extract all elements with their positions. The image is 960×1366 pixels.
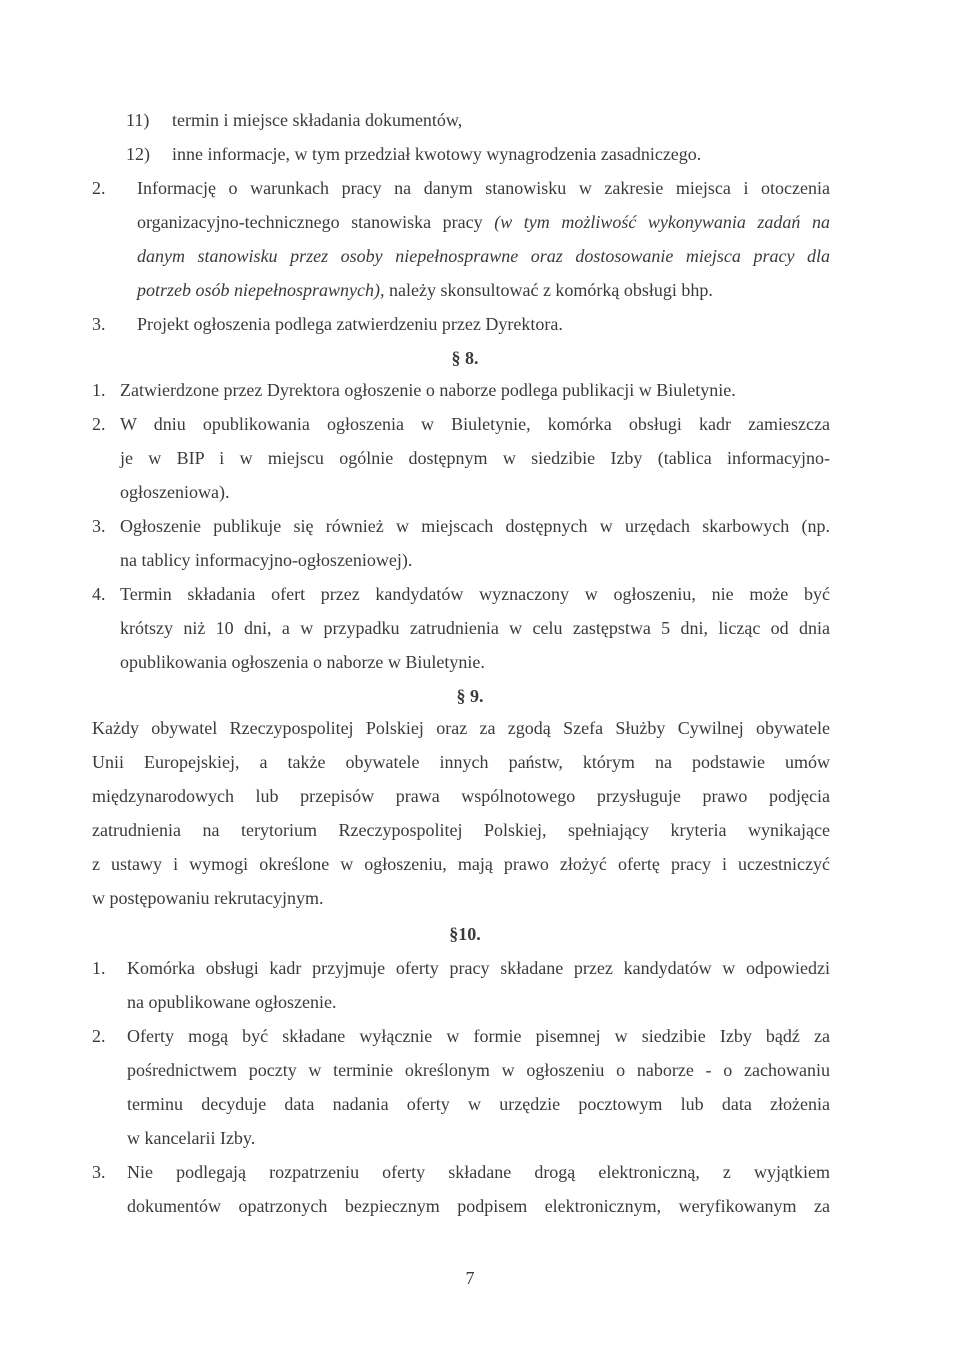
paragraph-line: zatrudnienia na terytorium Rzeczypospolitej Polskiej, spełniający kryteria wynikające <box>92 820 830 840</box>
paragraph-line <box>137 278 713 302</box>
paragraph-line: ogłoszeniowa). <box>120 482 230 502</box>
section-heading: § 9. <box>456 686 484 706</box>
paragraph-line: opublikowania ogłoszenia o naborze w Biuletynie. <box>120 652 485 672</box>
section-heading: § 8. <box>451 348 479 368</box>
paragraph-line: Nie podlegają rozpatrzeniu oferty składane drogą elektroniczną, z wyjątkiem <box>127 1162 830 1182</box>
paragraph-line: terminu decyduje data nadania oferty w urzędzie pocztowym lub data złożenia <box>127 1094 830 1114</box>
list-item-text: inne informacje, w tym przedział kwotowy wynagrodzenia zasadniczego. <box>172 144 702 164</box>
paragraph-line: Ogłoszenie publikuje się również w miejscach dostępnych w urzędach skarbowych (np. <box>120 516 830 536</box>
paragraph-number: 2. <box>92 1026 106 1046</box>
paragraph-number: 3. <box>92 516 106 536</box>
paragraph-line: pośrednictwem poczty w terminie określonym w ogłoszeniu o naborze - o zachowaniu <box>127 1060 830 1080</box>
paragraph-number: 1. <box>92 958 106 978</box>
paragraph-line <box>137 210 830 234</box>
paragraph-line: Każdy obywatel Rzeczypospolitej Polskiej oraz za zgodą Szefa Służby Cywilnej obywatele <box>92 718 830 738</box>
paragraph-line: w postępowaniu rekrutacyjnym. <box>92 888 324 908</box>
paragraph-italic-text: (w tym możliwość wykonywania zadań na <box>494 212 830 232</box>
paragraph-italic-text: potrzeb osób niepełnosprawnych), <box>137 280 385 300</box>
paragraph-line: międzynarodowych lub przepisów prawa wspólnotowego przysługuje prawo podjęcia <box>92 786 830 806</box>
paragraph-line: na opublikowane ogłoszenie. <box>127 992 337 1012</box>
paragraph-line: z ustawy i wymogi określone w ogłoszeniu, mają prawo złożyć ofertę pracy i uczestniczyć <box>92 854 830 874</box>
section-heading: §10. <box>449 924 481 944</box>
paragraph-line: dokumentów opatrzonych bezpiecznym podpisem elektronicznym, weryfikowanym za <box>127 1196 830 1216</box>
list-item-text: termin i miejsce składania dokumentów, <box>172 110 463 130</box>
paragraph-number: 1. <box>92 380 106 400</box>
paragraph-line: krótszy niż 10 dni, a w przypadku zatrudnienia w celu zastępstwa 5 dni, licząc od dnia <box>120 618 830 638</box>
paragraph-italic-text: danym stanowisku przez osoby niepełnosprawne oraz dostosowanie miejsca pracy dla <box>137 246 830 266</box>
paragraph-line: w kancelarii Izby. <box>127 1128 256 1148</box>
page-number: 7 <box>465 1268 475 1288</box>
paragraph-number: 2. <box>92 414 106 434</box>
paragraph-line: Projekt ogłoszenia podlega zatwierdzeniu przez Dyrektora. <box>137 314 563 334</box>
list-item-number: 11) <box>126 110 150 130</box>
paragraph-number: 4. <box>92 584 106 604</box>
paragraph-text: organizacyjno-technicznego stanowiska pracy <box>137 212 495 232</box>
list-item-number: 12) <box>126 144 150 164</box>
paragraph-line: na tablicy informacyjno-ogłoszeniowej). <box>120 550 413 570</box>
paragraph-line: Termin składania ofert przez kandydatów wyznaczony w ogłoszeniu, nie może być <box>120 584 830 604</box>
paragraph-line <box>137 244 830 268</box>
paragraph-number: 3. <box>92 1162 106 1182</box>
paragraph-line: Unii Europejskiej, a także obywatele innych państw, którym na podstawie umów <box>92 752 830 772</box>
paragraph-line: Zatwierdzone przez Dyrektora ogłoszenie o naborze podlega publikacji w Biuletynie. <box>120 380 736 400</box>
paragraph-text: należy skonsultować z komórką obsługi bhp. <box>384 280 713 300</box>
paragraph-line: Informację o warunkach pracy na danym stanowisku w zakresie miejsca i otoczenia <box>137 178 830 198</box>
paragraph-line: W dniu opublikowania ogłoszenia w Biuletynie, komórka obsługi kadr zamieszcza <box>120 414 830 434</box>
paragraph-line: je w BIP i w miejscu ogólnie dostępnym w siedzibie Izby (tablica informacyjno- <box>120 448 830 468</box>
paragraph-number: 2. <box>92 178 106 198</box>
paragraph-line: Komórka obsługi kadr przyjmuje oferty pracy składane przez kandydatów w odpowiedzi <box>127 958 830 978</box>
paragraph-line: Oferty mogą być składane wyłącznie w formie pisemnej w siedzibie Izby bądź za <box>127 1026 830 1046</box>
paragraph-number: 3. <box>92 314 106 334</box>
